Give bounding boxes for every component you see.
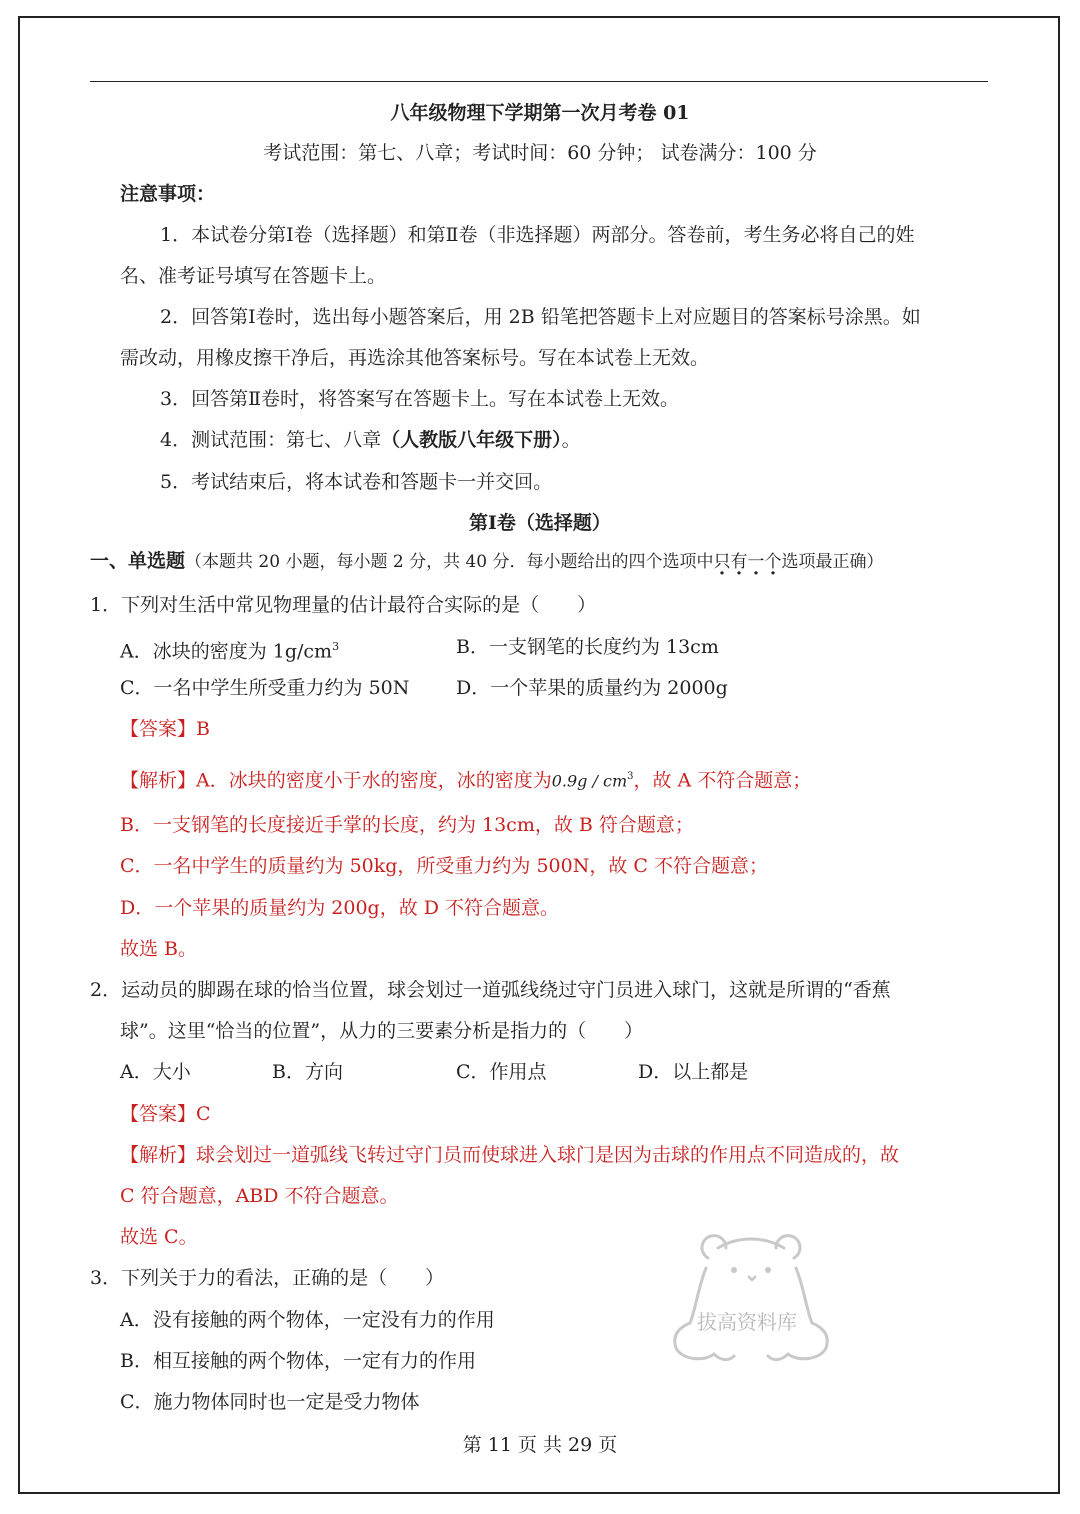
paper-title: 八年级物理下学期第一次月考卷 01 xyxy=(390,102,690,124)
q1-option-a: A．冰块的密度为 $1g/cm^3$ xyxy=(120,640,340,663)
q2-conclusion: 故选 C。 xyxy=(120,1226,198,1248)
watermark-text: 拔高资料库 xyxy=(697,1310,797,1334)
q3-option-c: C．施力物体同时也一定是受力物体 xyxy=(120,1391,420,1413)
note-2-line-1: 2．回答第Ⅰ卷时，选出每小题答案后，用 2B 铅笔把答题卡上对应题目的答案标号涂黑。如 xyxy=(160,306,921,328)
q2-stem-line-1: 2．运动员的脚踢在球的恰当位置，球会划过一道弧线绕过守门员进入球门，这就是所谓的“香蕉 xyxy=(90,979,891,1001)
part-heading: 一、单选题（本题共 20 小题，每小题 2 分，共 40 分．每小题给出的四个选项中只有一个选项最正确） xyxy=(90,550,884,572)
note-4: 4．测试范围：第七、八章（人教版八年级下册）。 xyxy=(160,429,581,451)
note-1-line-1: 1．本试卷分第Ⅰ卷（选择题）和第Ⅱ卷（非选择题）两部分。答卷前，考生务必将自己的姓 xyxy=(160,224,915,246)
note-2-line-2: 需改动，用橡皮擦干净后，再选涂其他答案标号。写在本试卷上无效。 xyxy=(120,347,710,369)
q2-answer: 【答案】C xyxy=(120,1103,211,1125)
q2-option-b: B．方向 xyxy=(272,1061,343,1083)
page-number: 第 11 页 共 29 页 xyxy=(462,1434,618,1456)
q1-stem: 1．下列对生活中常见物理量的估计最符合实际的是（ ） xyxy=(90,594,597,616)
watermark-bear-icon xyxy=(668,1228,833,1368)
q1-explanation-4: D．一个苹果的质量约为 200g，故 D 不符合题意。 xyxy=(120,897,560,919)
q3-option-b: B．相互接触的两个物体，一定有力的作用 xyxy=(120,1350,476,1372)
note-1-line-2: 名、准考证号填写在答题卡上。 xyxy=(120,265,387,287)
paper-subtitle: 考试范围：第七、八章；考试时间：60 分钟； 试卷满分：100 分 xyxy=(263,142,817,164)
q1-explanation-2: B．一支钢笔的长度接近手掌的长度，约为 13cm，故 B 符合题意； xyxy=(120,814,694,836)
q1-explanation-3: C．一名中学生的质量约为 50kg，所受重力约为 500N，故 C 不符合题意； xyxy=(120,855,768,877)
notes-heading: 注意事项： xyxy=(120,183,216,205)
q2-explanation-2: C 符合题意，ABD 不符合题意。 xyxy=(120,1185,399,1207)
q1-option-b: B．一支钢笔的长度约为 13cm xyxy=(456,636,719,658)
q2-option-c: C．作用点 xyxy=(456,1061,547,1083)
q2-stem-line-2: 球”。这里“恰当的位置”，从力的三要素分析是指力的（ ） xyxy=(120,1020,644,1042)
q3-stem: 3．下列关于力的看法，正确的是（ ） xyxy=(90,1267,445,1289)
header-rule xyxy=(90,81,988,82)
q1-option-c: C．一名中学生所受重力约为 50N xyxy=(120,677,410,699)
section-title: 第Ⅰ卷（选择题） xyxy=(469,512,611,534)
q1-explanation-1: 【解析】A．冰块的密度小于水的密度，冰的密度为$0.9g / cm^3$，故 A 不符合题意； xyxy=(120,769,812,792)
q1-answer: 【答案】B xyxy=(120,718,210,740)
q2-option-d: D．以上都是 xyxy=(638,1061,749,1083)
q1-option-d: D．一个苹果的质量约为 2000g xyxy=(456,677,728,699)
q2-explanation-1: 【解析】球会划过一道弧线飞转过守门员而使球进入球门是因为击球的作用点不同造成的，故 xyxy=(120,1144,900,1166)
q3-option-a: A．没有接触的两个物体，一定没有力的作用 xyxy=(120,1309,495,1331)
q2-option-a: A．大小 xyxy=(120,1061,191,1083)
note-3: 3．回答第Ⅱ卷时，将答案写在答题卡上。写在本试卷上无效。 xyxy=(160,388,680,410)
q1-conclusion: 故选 B。 xyxy=(120,938,198,960)
note-5: 5．考试结束后，将本试卷和答题卡一并交回。 xyxy=(160,471,553,493)
